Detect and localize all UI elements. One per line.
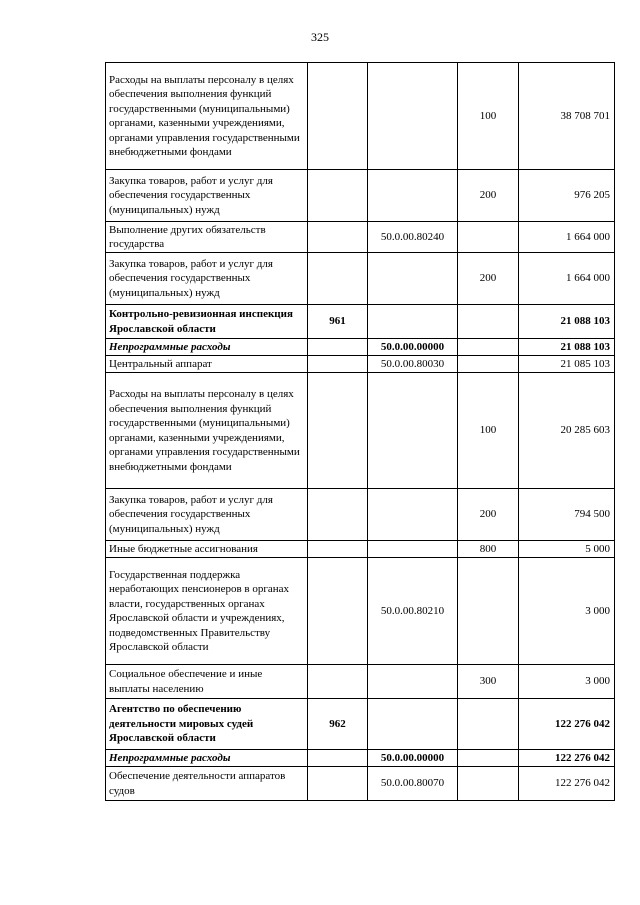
cell-csr: 50.0.00.80240 (368, 222, 458, 253)
cell-csr (368, 665, 458, 699)
table-row (106, 489, 615, 541)
table-row (106, 541, 615, 558)
cell-csr (368, 541, 458, 558)
cell-name: Закупка товаров, работ и услуг для обеспечения государственных (муниципальных) нужд (106, 253, 308, 305)
cell-ved (308, 750, 368, 767)
table-row (106, 373, 615, 489)
cell-vr: 200 (458, 253, 519, 305)
table-row (106, 558, 615, 665)
cell-ved (308, 356, 368, 373)
cell-csr: 50.0.00.80030 (368, 356, 458, 373)
cell-vr (458, 750, 519, 767)
cell-csr (368, 63, 458, 170)
cell-csr (368, 373, 458, 489)
cell-vr (458, 222, 519, 253)
cell-vr (458, 356, 519, 373)
cell-vr: 200 (458, 170, 519, 222)
cell-sum: 5 000 (519, 541, 615, 558)
cell-sum: 122 276 042 (519, 767, 615, 801)
cell-name: Агентство по обеспечению деятельности мировых судей Ярославской области (106, 699, 308, 750)
cell-ved (308, 665, 368, 699)
cell-vr: 800 (458, 541, 519, 558)
cell-sum: 794 500 (519, 489, 615, 541)
cell-csr (368, 170, 458, 222)
cell-ved (308, 558, 368, 665)
cell-vr (458, 699, 519, 750)
table-row (106, 222, 615, 253)
cell-csr (368, 305, 458, 339)
table-row (106, 665, 615, 699)
cell-vr (458, 558, 519, 665)
cell-name: Закупка товаров, работ и услуг для обеспечения государственных (муниципальных) нужд (106, 170, 308, 222)
cell-name: Непрограммные расходы (106, 339, 308, 356)
cell-csr: 50.0.00.80070 (368, 767, 458, 801)
page-number: 325 (311, 30, 329, 44)
cell-vr (458, 339, 519, 356)
cell-ved (308, 489, 368, 541)
cell-name: Расходы на выплаты персоналу в целях обеспечения выполнения функций государственными (муниципальными) органами, казенными учреждениями, органами управления государственными внебюджетными фондами (106, 373, 308, 489)
cell-ved (308, 767, 368, 801)
cell-sum: 38 708 701 (519, 63, 615, 170)
org-row (106, 305, 615, 339)
cell-sum: 976 205 (519, 170, 615, 222)
cell-name: Обеспечение деятельности аппаратов судов (106, 767, 308, 801)
cell-name: Непрограммные расходы (106, 750, 308, 767)
table-row (106, 63, 615, 170)
org-row (106, 699, 615, 750)
cell-ved (308, 63, 368, 170)
program-row (106, 339, 615, 356)
cell-vr (458, 305, 519, 339)
cell-name: Государственная поддержка неработающих пенсионеров в органах власти, государственных органах Ярославской области и учреждениях, подведомственных Правительству Ярославской области (106, 558, 308, 665)
table-row (106, 767, 615, 801)
cell-sum: 122 276 042 (519, 750, 615, 767)
program-row (106, 750, 615, 767)
cell-sum: 3 000 (519, 558, 615, 665)
cell-name: Контрольно-ревизионная инспекция Ярославской области (106, 305, 308, 339)
cell-csr: 50.0.00.00000 (368, 750, 458, 767)
cell-sum: 20 285 603 (519, 373, 615, 489)
budget-table (105, 62, 615, 801)
cell-name: Закупка товаров, работ и услуг для обеспечения государственных (муниципальных) нужд (106, 489, 308, 541)
cell-ved: 961 (308, 305, 368, 339)
cell-csr (368, 253, 458, 305)
cell-sum: 3 000 (519, 665, 615, 699)
cell-sum: 122 276 042 (519, 699, 615, 750)
cell-name: Социальное обеспечение и иные выплаты населению (106, 665, 308, 699)
table-body (106, 63, 615, 801)
cell-ved (308, 222, 368, 253)
cell-name: Иные бюджетные ассигнования (106, 541, 308, 558)
cell-ved (308, 339, 368, 356)
cell-csr: 50.0.00.80210 (368, 558, 458, 665)
cell-sum: 21 088 103 (519, 305, 615, 339)
cell-csr (368, 699, 458, 750)
cell-ved (308, 170, 368, 222)
cell-ved (308, 373, 368, 489)
cell-sum: 21 085 103 (519, 356, 615, 373)
cell-sum: 1 664 000 (519, 222, 615, 253)
cell-csr: 50.0.00.00000 (368, 339, 458, 356)
cell-sum: 1 664 000 (519, 253, 615, 305)
cell-ved (308, 253, 368, 305)
cell-name: Расходы на выплаты персоналу в целях обеспечения выполнения функций государственными (муниципальными) органами, казенными учреждениями, органами управления государственными внебюджетными фондами (106, 63, 308, 170)
cell-vr (458, 767, 519, 801)
cell-sum: 21 088 103 (519, 339, 615, 356)
cell-ved (308, 541, 368, 558)
cell-vr: 100 (458, 373, 519, 489)
cell-vr: 300 (458, 665, 519, 699)
cell-name: Выполнение других обязательств государства (106, 222, 308, 253)
cell-vr: 100 (458, 63, 519, 170)
table-row (106, 253, 615, 305)
cell-name: Центральный аппарат (106, 356, 308, 373)
table-row (106, 170, 615, 222)
table-row (106, 356, 615, 373)
cell-vr: 200 (458, 489, 519, 541)
cell-csr (368, 489, 458, 541)
cell-ved: 962 (308, 699, 368, 750)
